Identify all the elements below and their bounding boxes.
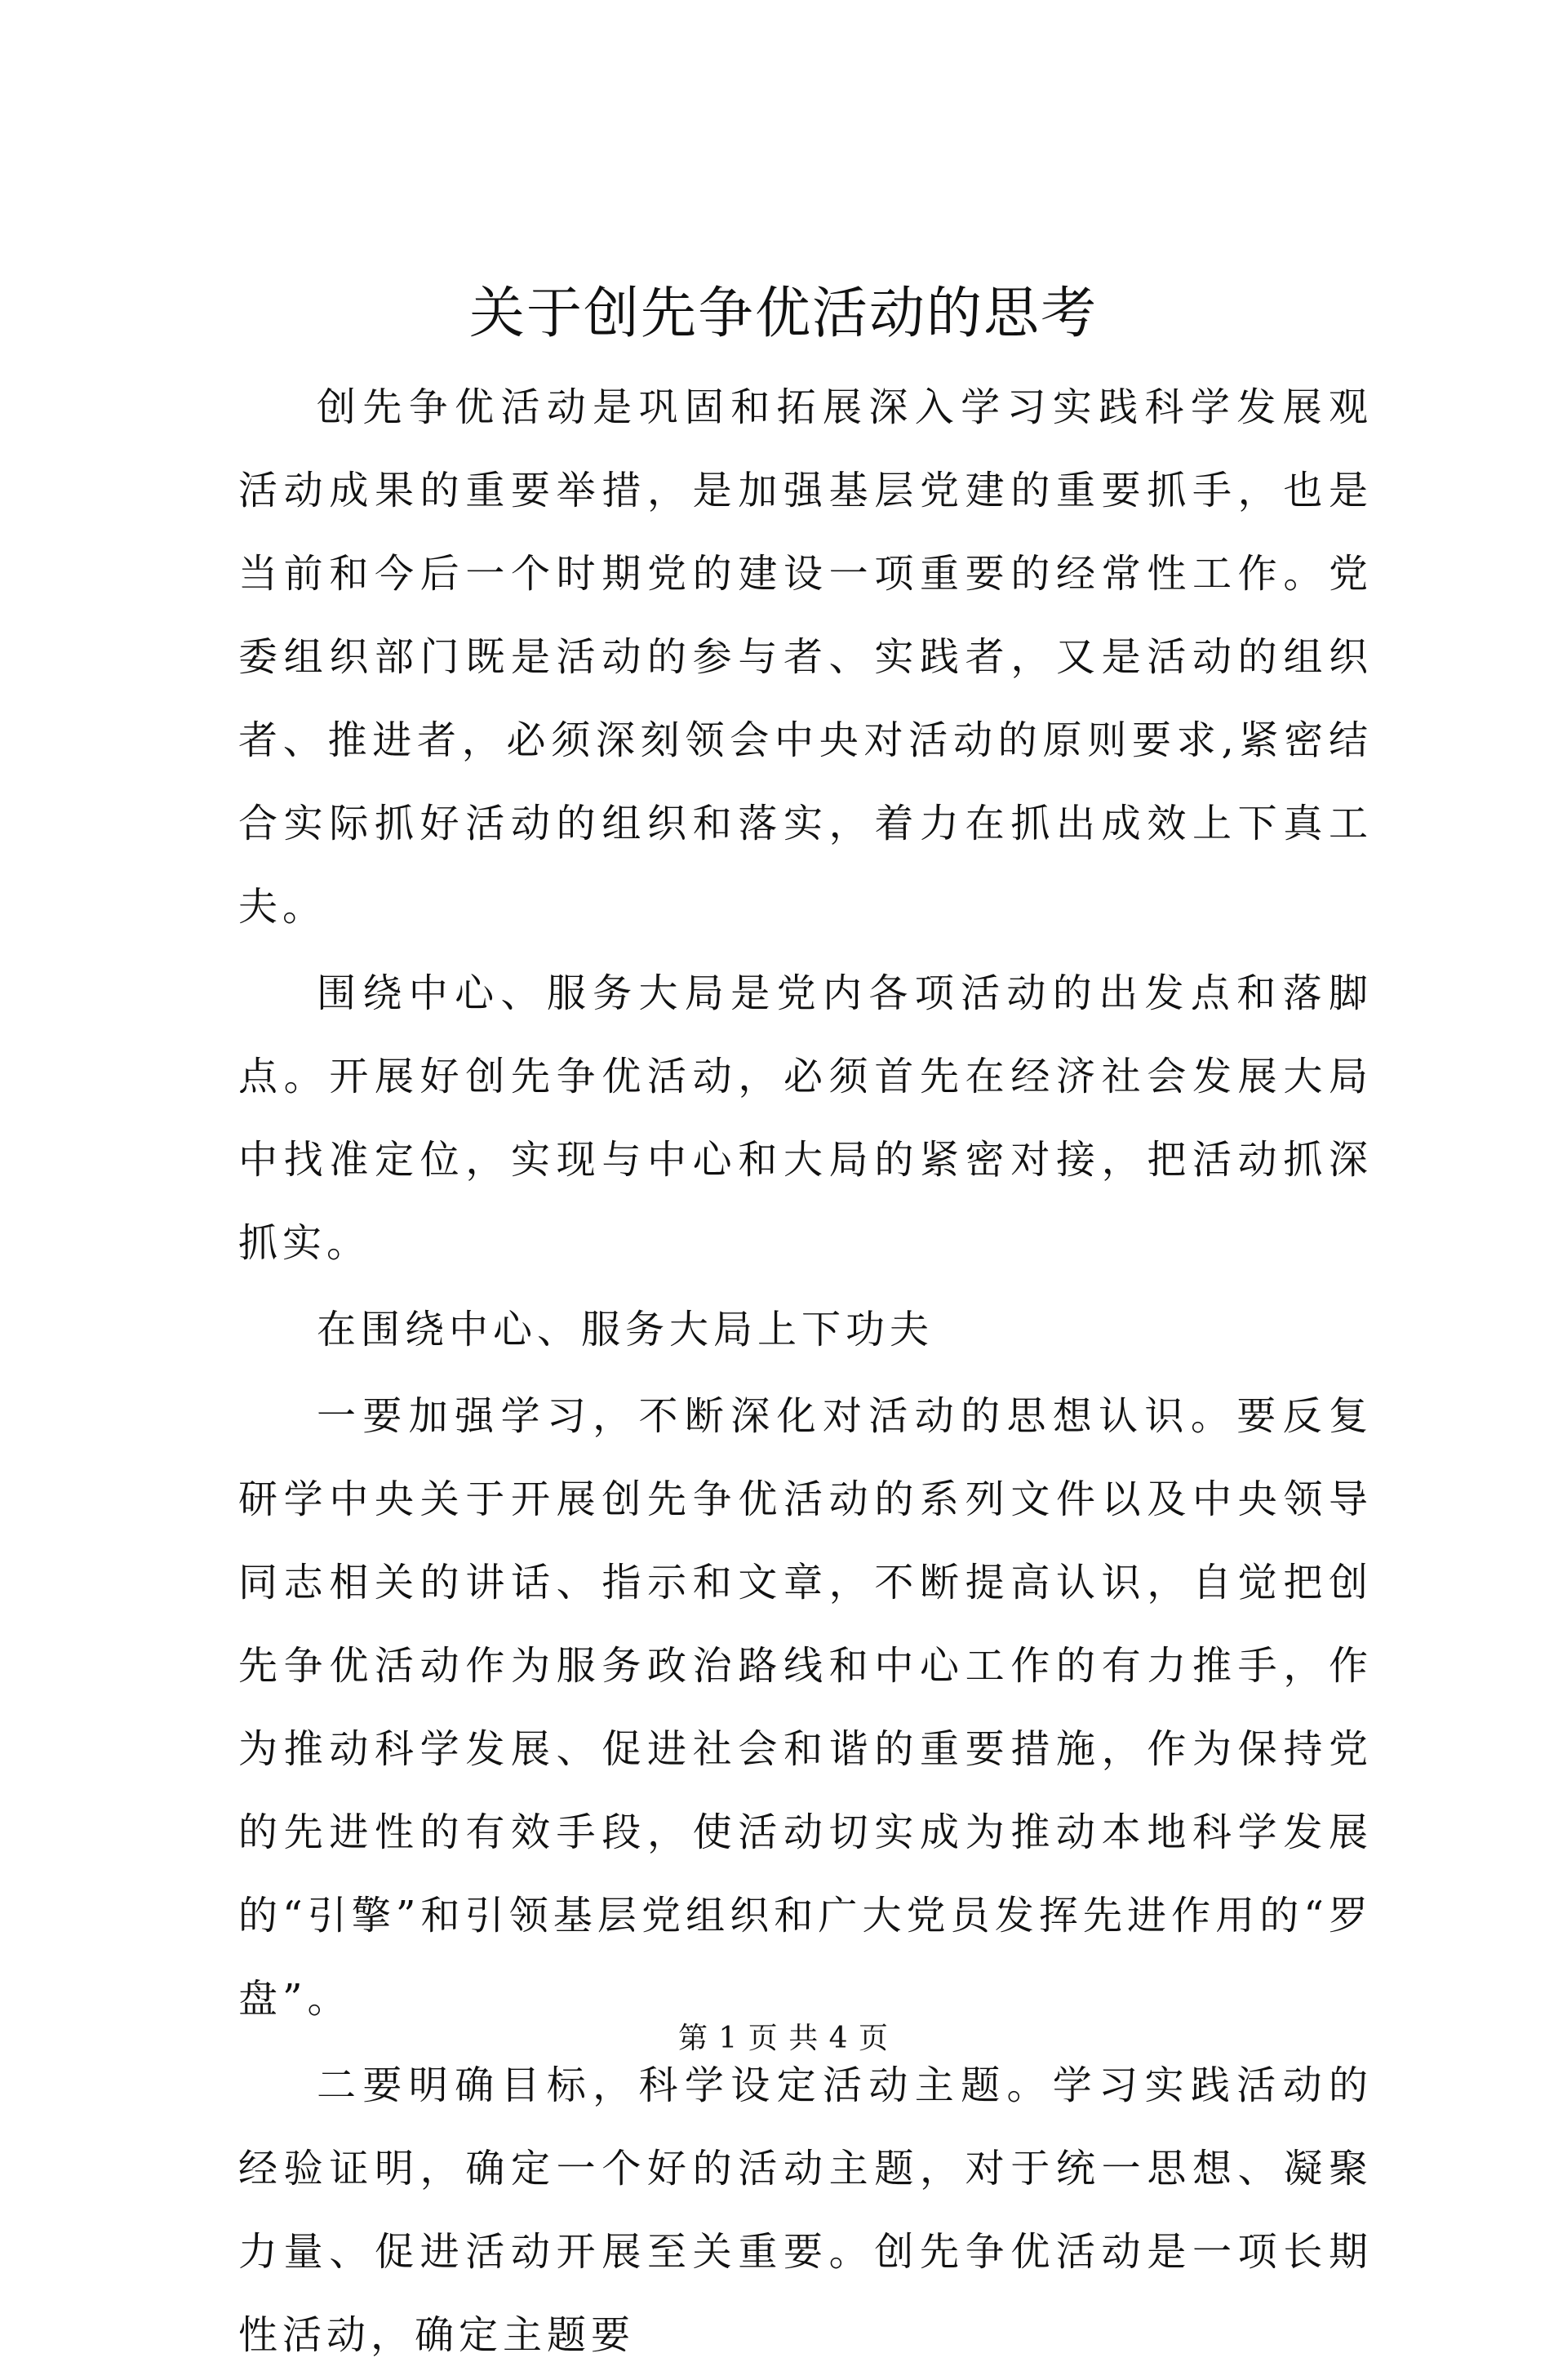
document-body: [238, 366, 1373, 2380]
document-title: 关于创先争优活动的思考: [468, 282, 1098, 346]
section-heading: 在围绕中心、服务大局上下功夫: [317, 1307, 934, 1352]
paragraph-4: 二要明确目标，科学设定活动主题。学习实践活动的经验证明，确定一个好的活动主题，对于统一思想、凝聚力量、促进活动开展至关重要。创先争优活动是一项长期性活动，确定主题要: [238, 2063, 1373, 2358]
paragraph-1: 创先争优活动是巩固和拓展深入学习实践科学发展观活动成果的重要举措，是加强基层党建的重要抓手，也是当前和今后一个时期党的建设一项重要的经常性工作。党委组织部门既是活动的参与者、实践者，又是活动的组织者、推进者，必须深刻领会中央对活动的原则要求,紧密结合实际抓好活动的组织和落实，着力在抓出成效上下真工夫。: [238, 384, 1373, 930]
paragraph-2: 围绕中心、服务大局是党内各项活动的出发点和落脚点。开展好创先争优活动，必须首先在经济社会发展大局中找准定位，实现与中心和大局的紧密对接，把活动抓深抓实。: [238, 970, 1373, 1266]
page-number-footer: 第 1 页 共 4 页: [677, 2022, 890, 2055]
paragraph-3: 一要加强学习，不断深化对活动的思想认识。要反复研学中央关于开展创先争优活动的系列文件以及中央领导同志相关的讲话、指示和文章，不断提高认识，自觉把创先争优活动作为服务政治路线和中心工作的有力推手，作为推动科学发展、促进社会和谐的重要措施，作为保持党的先进性的有效手段，使活动切实成为推动本地科学发展的“引擎”和引领基层党组织和广大党员发挥先进作用的“罗盘”。: [238, 1393, 1373, 2022]
